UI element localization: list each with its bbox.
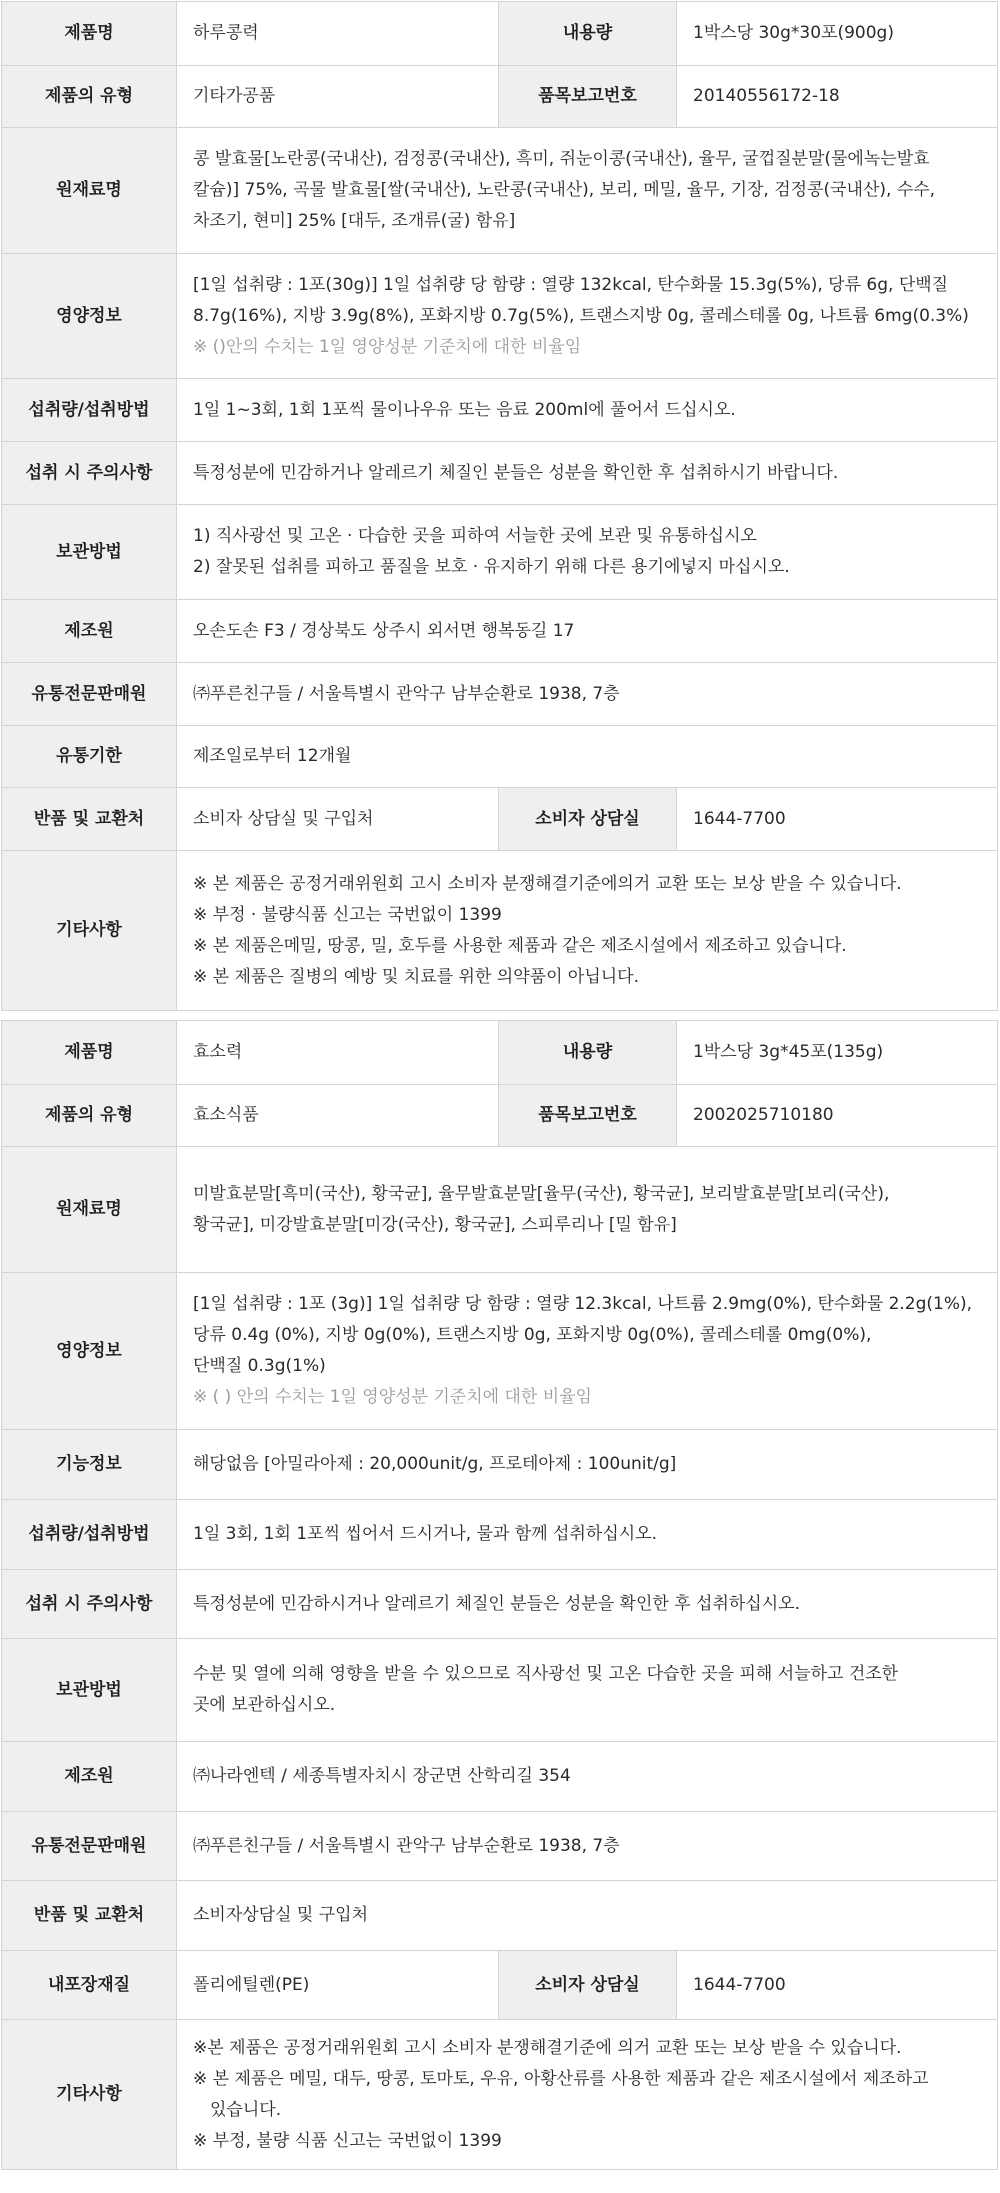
packaging-value: 폴리에틸렌(PE) bbox=[177, 1951, 499, 2020]
return-value: 소비자 상담실 및 구입처 bbox=[177, 788, 499, 851]
caution-value: 특정성분에 민감하시거나 알레르기 체질인 분들은 성분을 확인한 후 섭취하십시오. bbox=[177, 1570, 998, 1639]
manufacturer-label: 제조원 bbox=[2, 1742, 177, 1812]
nutrition-line: [1일 섭취량 : 1포(30g)] 1일 섭취량 당 함량 : 열량 132kcal, 탄수화물 15.3g(5%), 당류 6g, 단백질 bbox=[193, 274, 949, 295]
consumer-center-phone: 1644-7700 bbox=[677, 788, 998, 851]
storage-line: 곳에 보관하십시오. bbox=[193, 1695, 336, 1715]
product-info-table-2 bbox=[1, 1020, 998, 2170]
distributor-value: ㈜푸른친구들 / 서울특별시 관악구 남부순환로 1938, 7층 bbox=[177, 1812, 998, 1881]
etc-label: 기타사항 bbox=[2, 851, 177, 1011]
caution-value: 특정성분에 민감하거나 알레르기 체질인 분들은 성분을 확인한 후 섭취하시기 바랍니다. bbox=[177, 442, 998, 505]
etc-line: ※ 본 제품은 메밀, 대두, 땅콩, 토마토, 우유, 아황산류를 사용한 제품과 같은 제조시설에서 제조하고 bbox=[193, 2068, 929, 2089]
nutrition-line: 당류 0.4g (0%), 지방 0g(0%), 트랜스지방 0g, 포화지방 0g(0%), 콜레스테롤 0mg(0%), bbox=[193, 1325, 872, 1345]
ingredients-value bbox=[177, 128, 998, 254]
volume-label: 내용량 bbox=[499, 1021, 677, 1085]
return-label: 반품 및 교환처 bbox=[2, 788, 177, 851]
etc-line: ※ 부정 · 불량식품 신고는 국번없이 1399 bbox=[193, 904, 502, 925]
function-label: 기능정보 bbox=[2, 1430, 177, 1500]
report-number-value: 20140556172-18 bbox=[677, 66, 998, 128]
nutrition-line: 단백질 0.3g(1%) bbox=[193, 1356, 326, 1376]
report-number-value: 2002025710180 bbox=[677, 1085, 998, 1147]
nutrition-value bbox=[177, 1273, 998, 1430]
nutrition-note: ※ ( ) 안의 수치는 1일 영양성분 기준치에 대한 비율임 bbox=[193, 1387, 592, 1407]
product-name-label: 제품명 bbox=[2, 2, 177, 66]
consumer-center-phone: 1644-7700 bbox=[677, 1951, 998, 2020]
etc-line: ※ 본 제품은 공정거래위원회 고시 소비자 분쟁해결기준에의거 교환 또는 보상 받을 수 있습니다. bbox=[193, 873, 902, 894]
nutrition-note: ※ ()안의 수치는 1일 영양성분 기준치에 대한 비율임 bbox=[193, 336, 582, 357]
distributor-value: ㈜푸른친구들 / 서울특별시 관악구 남부순환로 1938, 7층 bbox=[177, 663, 998, 726]
intake-label: 섭취량/섭취방법 bbox=[2, 1500, 177, 1570]
product-type-value: 효소식품 bbox=[177, 1085, 499, 1147]
consumer-center-label: 소비자 상담실 bbox=[499, 1951, 677, 2020]
etc-value bbox=[177, 2020, 998, 2170]
manufacturer-value: ㈜나라엔텍 / 세종특별자치시 장군면 산학리길 354 bbox=[177, 1742, 998, 1812]
expiry-label: 유통기한 bbox=[2, 726, 177, 788]
report-number-label: 품목보고번호 bbox=[499, 66, 677, 128]
etc-label: 기타사항 bbox=[2, 2020, 177, 2170]
etc-line: ※ 부정, 불량 식품 신고는 국번없이 1399 bbox=[193, 2130, 502, 2151]
product-name-value: 하루콩력 bbox=[177, 2, 499, 66]
ingredients-line: 미발효분말[흑미(국산), 황국균], 율무발효분말[율무(국산), 황국균], 보리발효분말[보리(국산), bbox=[193, 1183, 890, 1204]
product-name-value: 효소력 bbox=[177, 1021, 499, 1085]
intake-value: 1일 3회, 1회 1포씩 씹어서 드시거나, 물과 함께 섭취하십시오. bbox=[177, 1500, 998, 1570]
caution-label: 섭취 시 주의사항 bbox=[2, 1570, 177, 1639]
nutrition-line: [1일 섭취량 : 1포 (3g)] 1일 섭취량 당 함량 : 열량 12.3kcal, 나트륨 2.9mg(0%), 탄수화물 2.2g(1%), bbox=[193, 1294, 973, 1314]
etc-line: 있습니다. bbox=[193, 2099, 282, 2120]
return-value: 소비자상담실 및 구입처 bbox=[177, 1881, 998, 1951]
manufacturer-label: 제조원 bbox=[2, 600, 177, 663]
nutrition-line: 8.7g(16%), 지방 3.9g(8%), 포화지방 0.7g(5%), 트랜스지방 0g, 콜레스테롤 0g, 나트륨 6mg(0.3%) bbox=[193, 305, 969, 326]
ingredients-value bbox=[177, 1147, 998, 1273]
expiry-value: 제조일로부터 12개월 bbox=[177, 726, 998, 788]
return-label: 반품 및 교환처 bbox=[2, 1881, 177, 1951]
storage-value bbox=[177, 1639, 998, 1742]
intake-value: 1일 1~3회, 1회 1포씩 물이나우유 또는 음료 200ml에 풀어서 드십시오. bbox=[177, 379, 998, 442]
distributor-label: 유통전문판매원 bbox=[2, 1812, 177, 1881]
storage-value bbox=[177, 505, 998, 600]
ingredients-line: 칼슘)] 75%, 곡물 발효물[쌀(국내산), 노란콩(국내산), 보리, 메밀, 율무, 기장, 검정콩(국내산), 수수, bbox=[193, 180, 936, 200]
etc-line: ※ 본 제품은 질병의 예방 및 치료를 위한 의약품이 아닙니다. bbox=[193, 966, 639, 987]
product-info-table-1 bbox=[1, 1, 998, 1011]
function-value: 해당없음 [아밀라아제 : 20,000unit/g, 프로테아제 : 100unit/g] bbox=[177, 1430, 998, 1500]
nutrition-label: 영양정보 bbox=[2, 1273, 177, 1430]
product-type-label: 제품의 유형 bbox=[2, 1085, 177, 1147]
product-name-label: 제품명 bbox=[2, 1021, 177, 1085]
product-type-label: 제품의 유형 bbox=[2, 66, 177, 128]
report-number-label: 품목보고번호 bbox=[499, 1085, 677, 1147]
volume-label: 내용량 bbox=[499, 2, 677, 66]
ingredients-line: 차조기, 현미] 25% [대두, 조개류(굴) 함유] bbox=[193, 211, 516, 231]
storage-line: 1) 직사광선 및 고온 · 다습한 곳을 피하여 서늘한 곳에 보관 및 유통하십시오 bbox=[193, 526, 757, 546]
storage-label: 보관방법 bbox=[2, 505, 177, 600]
caution-label: 섭취 시 주의사항 bbox=[2, 442, 177, 505]
nutrition-label: 영양정보 bbox=[2, 254, 177, 379]
etc-line: ※ 본 제품은메밀, 땅콩, 밀, 호두를 사용한 제품과 같은 제조시설에서 제조하고 있습니다. bbox=[193, 935, 847, 956]
ingredients-label: 원재료명 bbox=[2, 128, 177, 254]
consumer-center-label: 소비자 상담실 bbox=[499, 788, 677, 851]
product-type-value: 기타가공품 bbox=[177, 66, 499, 128]
ingredients-label: 원재료명 bbox=[2, 1147, 177, 1273]
volume-value: 1박스당 30g*30포(900g) bbox=[677, 2, 998, 66]
intake-label: 섭취량/섭취방법 bbox=[2, 379, 177, 442]
distributor-label: 유통전문판매원 bbox=[2, 663, 177, 726]
ingredients-line: 콩 발효물[노란콩(국내산), 검정콩(국내산), 흑미, 쥐눈이콩(국내산), 율무, 굴껍질분말(물에녹는발효 bbox=[193, 149, 930, 169]
nutrition-value bbox=[177, 254, 998, 379]
storage-line: 수분 및 열에 의해 영향을 받을 수 있으므로 직사광선 및 고온 다습한 곳을 피해 서늘하고 건조한 bbox=[193, 1664, 899, 1684]
storage-line: 2) 잘못된 섭취를 피하고 품질을 보호 · 유지하기 위해 다른 용기에넣지 마십시오. bbox=[193, 557, 790, 577]
storage-label: 보관방법 bbox=[2, 1639, 177, 1742]
packaging-label: 내포장재질 bbox=[2, 1951, 177, 2020]
ingredients-line: 황국균], 미강발효분말[미강(국산), 황국균], 스피루리나 [밀 함유] bbox=[193, 1214, 677, 1235]
manufacturer-value: 오손도손 F3 / 경상북도 상주시 외서면 행복동길 17 bbox=[177, 600, 998, 663]
etc-value bbox=[177, 851, 998, 1011]
etc-line: ※본 제품은 공정거래위원회 고시 소비자 분쟁해결기준에 의거 교환 또는 보상 받을 수 있습니다. bbox=[193, 2037, 902, 2058]
volume-value: 1박스당 3g*45포(135g) bbox=[677, 1021, 998, 1085]
